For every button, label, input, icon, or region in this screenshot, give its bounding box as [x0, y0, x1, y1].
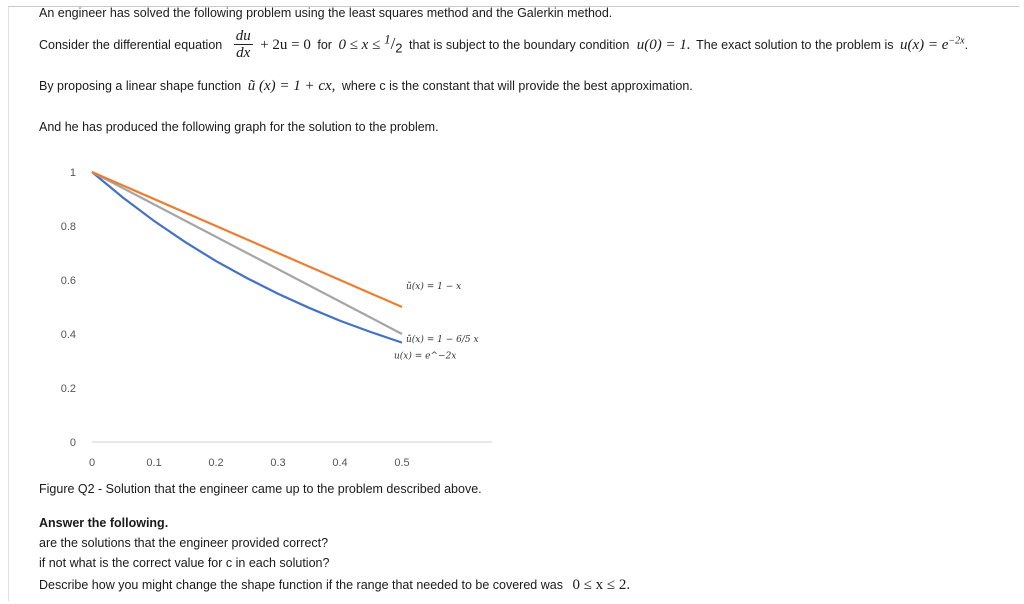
intro-text: An engineer has solved the following problem using the least squares method and the Galerkin method.: [39, 6, 613, 20]
equation-body: + 2u = 0: [260, 36, 311, 53]
series-line-1: [92, 172, 402, 307]
exact-solution: u(x) = e: [899, 36, 949, 53]
y-tick-label: 0.8: [60, 221, 76, 233]
equation-prefix: Consider the differential equation: [39, 37, 223, 52]
x-tick-label: 0.3: [270, 457, 286, 469]
half-numerator: 1: [384, 31, 391, 47]
y-tick-label: 0.6: [60, 275, 76, 287]
shape-prefix: By proposing a linear shape function: [39, 79, 242, 93]
answer-heading: Answer the following.: [39, 516, 169, 530]
half-denominator: 2: [395, 40, 403, 56]
final-question-range: 0 ≤ x ≤ 2.: [572, 577, 631, 593]
exact-text: The exact solution to the problem is: [696, 37, 894, 52]
x-tick-label: 0.5: [394, 457, 410, 469]
series-line-2: [92, 172, 402, 334]
boundary-text: that is subject to the boundary condition: [409, 37, 630, 52]
equation-line: Consider the differential equation $\frac{du}{dx}$ + 2u = 0 for $0 \le x \le ^1/_2$ that is subject to the boundary condition u(0) = 1. The exact solution to the problem is $u(x) = e^{-2x}$.: [39, 28, 969, 61]
shape-suffix: where c is the constant that will provide the best approximation.: [341, 79, 693, 93]
derivative-fraction: [234, 28, 253, 61]
series-label-3: u(x) = e^−2x: [394, 351, 457, 362]
x-tick-label: 0: [88, 457, 96, 469]
y-tick-label: 0: [69, 437, 76, 449]
shape-math: ũ (x) = 1 + cx,: [247, 78, 336, 94]
shape-function-line: [39, 78, 693, 95]
series-label-2: ũ(x) = 1 − 6/5 x: [406, 335, 479, 345]
series-label-1: ũ(x) = 1 − x: [406, 282, 462, 292]
x-tick-label: 0.1: [146, 457, 162, 469]
graph-intro: And he has produced the following graph for the solution to the problem.: [39, 120, 439, 134]
x-tick-label: 0.2: [208, 457, 224, 469]
final-question: [39, 577, 630, 594]
domain-range: 0 ≤ x ≤: [338, 36, 385, 53]
y-tick-label: 1: [69, 167, 76, 179]
solution-chart: [30, 160, 500, 472]
exact-exponent: −2x: [948, 35, 965, 47]
exact-period: .: [964, 37, 969, 52]
final-question-text: Describe how you might change the shape function if the range that needed to be covered was: [39, 578, 563, 592]
y-tick-label: 0.2: [60, 383, 76, 395]
derivative-numerator: du: [235, 28, 251, 44]
derivative-denominator: dx: [236, 45, 251, 61]
question-2: if not what is the correct value for c in each solution?: [39, 556, 330, 570]
question-1: are the solutions that the engineer provided correct?: [39, 536, 329, 550]
boundary-condition: u(0) = 1.: [636, 36, 691, 53]
figure-caption: Figure Q2 - Solution that the engineer came up to the problem described above.: [39, 482, 482, 496]
series-line-3: [92, 172, 402, 343]
y-tick-label: 0.4: [60, 329, 76, 341]
for-word: for: [317, 37, 332, 52]
x-tick-label: 0.4: [332, 457, 348, 469]
